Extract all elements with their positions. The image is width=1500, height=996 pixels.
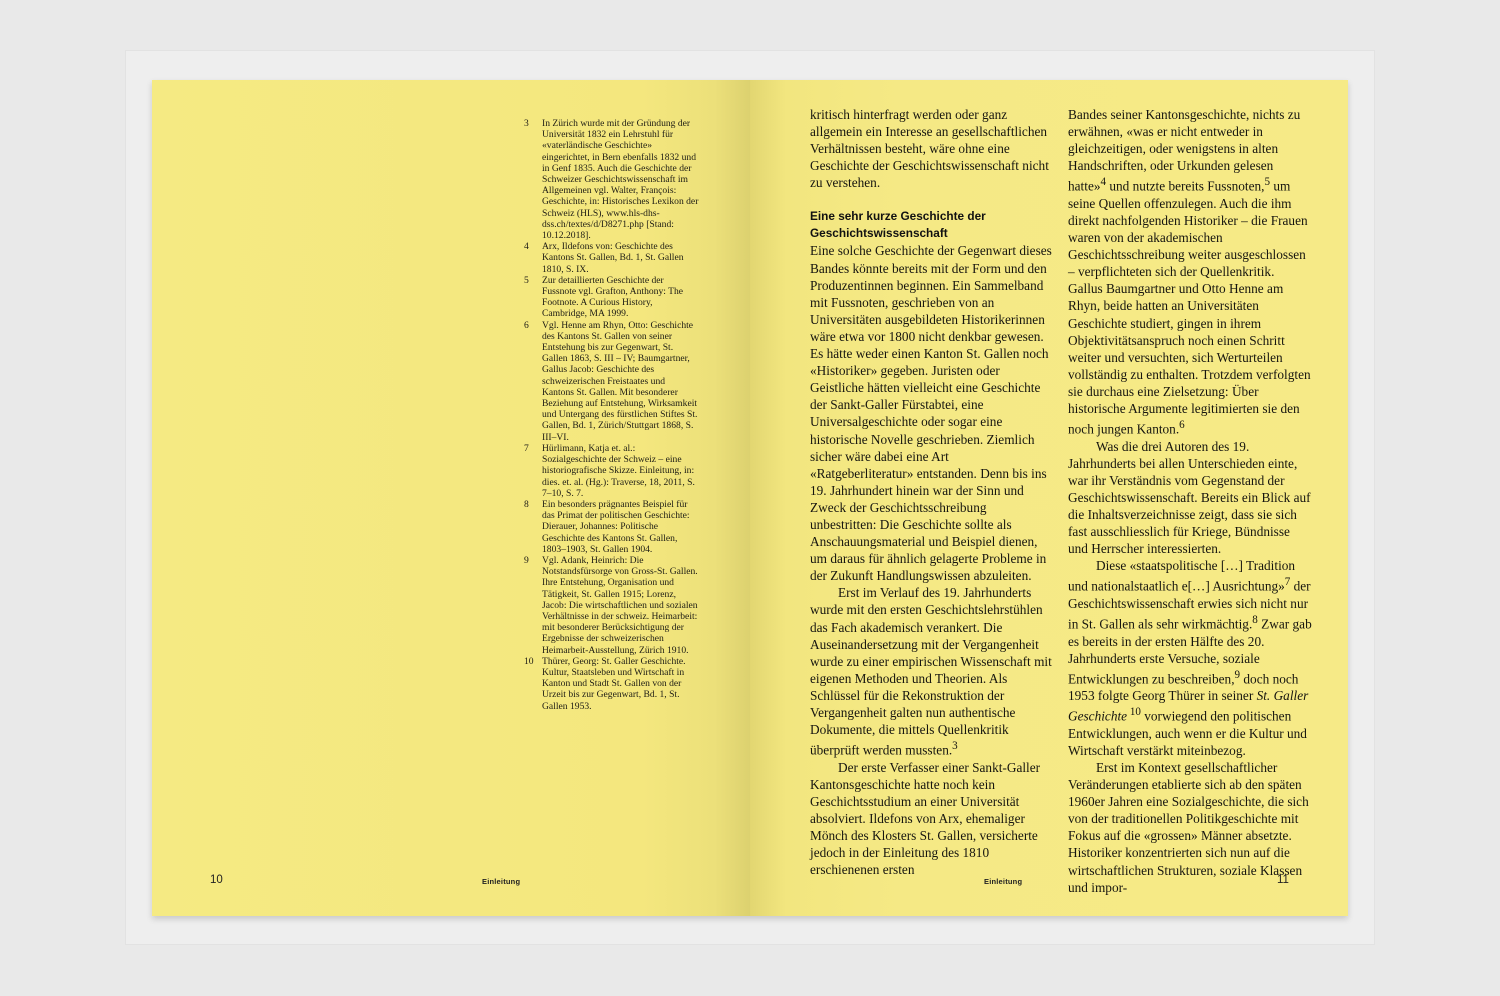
footnote (524, 320, 699, 443)
footnote (524, 499, 699, 555)
left-page (152, 80, 750, 916)
footnote-text: Zur detaillierten Geschichte der Fussnote vgl. Grafton, Anthony: The Footnote. A Curious History, Cambridge, MA 1999. (542, 274, 684, 320)
paragraph-text: um seine Quellen offenzulegen. Auch die ihm direkt nachfolgenden Historiker – die Frauen waren von der akademischen Geschichtsschreibung weiter ausgeschlossen – verpflichteten sich der Quellenkritik. Gallus Baumgartner und Otto Henne am Rhyn, beide hatten an Universitäten Geschichte studiert, gingen in ihrem Objektivitätsanspruch noch einen Schritt weiter und versuchten, sich Werturteilen vollständig zu enthalten. Trotzdem verfolgten sie durchaus eine Zielsetzung: Über historische Argumente legitimierten sie den noch jungen Kanton. (1068, 178, 1311, 437)
paragraph (810, 584, 1054, 758)
paragraph-text: Erst im Verlauf des 19. Jahrhunderts wurde mit den ersten Geschichtslehrstühlen das Fach akademisch verankert. Die Auseinandersetzung mit der Vergangenheit wurde zu einer empirischen Wissenschaft mit eigenen Methoden und Theorien. Als Schlüssel für die Rekonstruktion der Vergangenheit galten nun authentische Dokumente, die mittels Quellenkritik überprüft werden mussten. (810, 585, 1052, 758)
right-page (750, 80, 1348, 916)
paragraph-text: doch noch 1953 folgte Georg Thürer in seiner (1068, 671, 1299, 704)
paragraph: Der erste Verfasser einer Sankt-Galler Kantonsgeschichte hatte noch kein Geschichtsstudium an einer Universität absolviert. Ildefons von Arx, ehemaliger Mönch des Klosters St. Gallen, versicherte jedoch in der Einleitung des 1810 erschienenen ersten (810, 759, 1041, 878)
running-head-left: Einleitung (482, 877, 521, 886)
footnote (524, 555, 699, 656)
footnote-number: 7 (524, 442, 529, 454)
paragraph: Erst im Kontext gesellschaftlicher Veränderungen etablierte sich ab den späten 1960er Jahren eine Sozialgeschichte, die sich von der traditionellen Politikgeschichte mit Fokus auf die «grossen» Männer absetzte. Historiker konzentrierten sich nun auf die wirtschaftlichen Strukturen, soziale Klassen und impor- (1068, 760, 1309, 895)
footnote-ref: 6 (1179, 419, 1185, 432)
footnote-text: Vgl. Adank, Heinrich: Die Notstandsfürsorge von Gross-St. Gallen. Ihre Entstehung, Organisation und Tätigkeit, St. Gallen 1915; Lorenz, Jacob: Die wirtschaftlichen und sozialen Verhältnisse in der schweiz. Heimarbeit: mit besonderer Berücksichtigung der Ergebnisse der schweizerischen Heimarbeit-Ausstellung, Zürich 1910. (542, 554, 698, 656)
footnote-ref: 5 (1264, 176, 1271, 189)
paragraph-text: und nutzte bereits Fussnoten, (1106, 178, 1265, 194)
footnote (524, 118, 699, 241)
paragraph: Was die drei Autoren des 19. Jahrhunderts bei allen Unterschieden einte, war ihr Verständnis vom Gegenstand der Geschichtswissenschaft. Bereits ein Blick auf die Inhaltsverzeichnisse zeigt, dass sie sich fast ausschliesslich für Kriege, Bündnisse und Herrscher interessierten. (1068, 438, 1311, 557)
footnote-ref: 4 (1100, 176, 1107, 189)
paragraph-text: Diese «staatspolitische […] Tradition und nationalstaatlich e[…] Ausrichtung» (1068, 558, 1296, 594)
footnote-number: 9 (524, 554, 529, 566)
footnote-number: 6 (524, 319, 529, 331)
text-column-1 (810, 106, 1054, 878)
footnote-ref: 3 (952, 740, 958, 753)
footnote-text: Arx, Ildefons von: Geschichte des Kantons St. Gallen, Bd. 1, St. Gallen 1810, S. IX. (542, 241, 684, 275)
footnote-number: 4 (524, 241, 529, 253)
footnote (524, 656, 699, 712)
footnote-ref: 7 (1284, 576, 1291, 589)
footnote (524, 275, 699, 320)
paragraph-text: vorwiegend den politischen Entwicklungen, auch wenn er die Kultur und Wirtschaft verstärkt miteinbezog. (1068, 708, 1307, 758)
section-heading: Eine sehr kurze Geschichte der Geschichtswissenschaft (810, 209, 986, 241)
footnote-ref: 10 (1127, 706, 1141, 719)
paragraph-text: Bandes seiner Kantonsgeschichte, nichts zu erwähnen, «was er nicht entweder in gleichzeitigen, oder wenigstens in alten Handschriften, oder Urkunden gelesen hatte» (1068, 107, 1301, 194)
footnote-number: 10 (524, 655, 534, 667)
footnote-number: 8 (524, 498, 529, 510)
page-number-left: 10 (210, 874, 223, 886)
footnote-text: Ein besonders prägnantes Beispiel für das Primat der politischen Geschichte: Dierauer, Johannes: Politische Geschichte des Kantons St. Gallen, 1803–1903, St. Gallen 1904. (542, 498, 690, 555)
running-head-right: Einleitung (984, 877, 1023, 886)
footnote-text: In Zürich wurde mit der Gründung der Universität 1832 ein Lehrstuhl für «vaterländische Geschichte» eingerichtet, in Bern ebenfalls 1832 und in Genf 1835. Auch die Geschichte der Schweizer Geschichtswissenschaft im Allgemeinen vgl. Walter, François: Geschichte, in: Historisches Lexikon der Schweiz (HLS), www.hls-dhs-dss.ch/textes/d/D8271.php [Stand: 10.12.2018]. (542, 118, 699, 242)
text-column-2 (1068, 106, 1312, 896)
paragraph (1068, 106, 1312, 438)
footnote-text: Thürer, Georg: St. Galler Geschichte. Kultur, Staatsleben und Wirtschaft in Kanton und Stadt St. Gallen von der Urzeit bis zur Gegenwart, Bd. 1, St. Gallen 1953. (542, 655, 686, 712)
paragraph (1068, 557, 1312, 759)
book-title: St. Galler Geschichte (1068, 688, 1309, 724)
book-spread (152, 80, 1348, 916)
paragraph-text: Zwar gab es bereits in der ersten Hälfte des 20. Jahrhunderts erste Versuche, soziale Entwicklungen zu beschreiben, (1068, 616, 1312, 687)
page-number-right: 11 (1277, 874, 1289, 886)
paragraph: kritisch hinterfragt werden oder ganz allgemein ein Interesse an gesellschaftlichen Verhältnissen besteht, wäre ohne eine Geschichte der Geschichtswissenschaft nicht zu verstehen. (810, 107, 1049, 191)
paragraph-text: der Geschichtswissenschaft erwies sich nicht nur in St. Gallen als sehr wirkmächtig. (1068, 578, 1311, 632)
footnote-text: Vgl. Henne am Rhyn, Otto: Geschichte des Kantons St. Gallen von seiner Entstehung bis zur Gegenwart, St. Gallen 1863, S. III – IV; Baumgartner, Gallus Jacob: Geschichte des schweizerischen Freistaates und Kantons St. Gallen. Mit besonderer Beziehung auf Entstehung, Wirksamkeit und Untergang des fürstlichen Stiftes St. Gallen, Bd. 1, Zürich/Stuttgart 1868, S. III–VI. (542, 319, 698, 443)
paragraph: Eine solche Geschichte der Gegenwart dieses Bandes könnte bereits mit der Form und den Produzentinnen beginnen. Ein Sammelband mit Fussnoten, geschrieben von an Universitäten ausgebildeten Historikerinnen wäre etwa vor 1800 nicht denkbar gewesen. Es hätte weder einen Kanton St. Gallen noch «Historiker» gegeben. Juristen oder Geistliche hätten vielleicht eine Geschichte der Sankt-Galler Fürstabtei, eine Universalgeschichte oder sogar eine historische Novelle geschrieben. Ziemlich sicher wäre dabei eine Art «Ratgeberliteratur» entstanden. Denn bis ins 19. Jahrhundert hinein war der Sinn und Zweck der Geschichtsschreibung unbestritten: Die Geschichte sollte als Anschauungsmaterial und Beispiel dienen, um daraus für ähnlich gelagerte Probleme in der Zukunft Handlungswissen abzuleiten. (810, 243, 1052, 584)
footnote-number: 3 (524, 118, 529, 129)
footnote-text: Hürlimann, Katja et. al.: Sozialgeschichte der Schweiz – eine historiografische Skizze. Einleitung, in: dies. et. al. (Hg.): Traverse, 18, 2011, S. 7–10, S. 7. (542, 442, 695, 499)
footnote-ref: 8 (1252, 613, 1258, 626)
footnote-number: 5 (524, 274, 529, 286)
footnote-list (524, 118, 699, 712)
footnote-ref: 9 (1234, 668, 1241, 681)
footnote (524, 241, 699, 275)
footnote (524, 443, 699, 499)
